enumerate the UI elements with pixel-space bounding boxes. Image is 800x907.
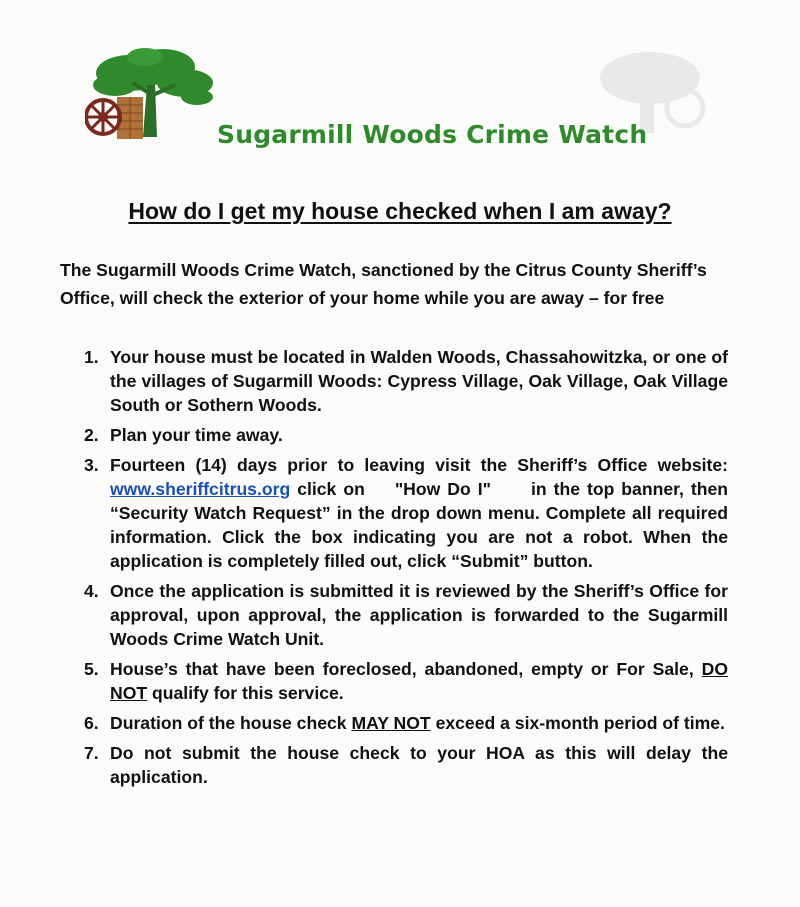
step-text: Your house must be located in Walden Woods, Chassahowitzka, or one of the villages of Sugarmill Woods: Cypress Village, Oak Village, Oak Village South or Sothern Woods. xyxy=(110,347,728,415)
step-item-2 xyxy=(84,423,728,447)
step-text-pre: House’s that have been foreclosed, abandoned, empty or For Sale, xyxy=(110,659,694,679)
emphasis-may-not: MAY NOT xyxy=(351,713,431,733)
organization-name: Sugarmill Woods Crime Watch xyxy=(217,120,648,149)
step-text: Once the application is submitted it is reviewed by the Sheriff’s Office for approval, upon approval, the application is forwarded to the Sugarmill Woods Crime Watch Unit. xyxy=(110,581,728,649)
step-item-4 xyxy=(84,579,728,651)
step-number: 6. xyxy=(84,713,99,733)
step-item-7 xyxy=(84,741,728,789)
step-text-pre: Fourteen (14) days prior to leaving visit the Sheriff’s Office website: xyxy=(110,455,728,475)
tree-mill-logo-icon xyxy=(85,45,220,145)
step-number: 7. xyxy=(84,743,99,763)
step-text-mid: click on xyxy=(297,479,365,499)
step-text-post: in the top banner, then “Security Watch Request” in the drop down menu. Complete all required information. Click the box indicating you are not a robot. When the application is completely filled out, click “Submit” button. xyxy=(110,479,729,571)
emphasis-do-not: DO NOT xyxy=(110,659,728,703)
step-item-5 xyxy=(84,657,728,705)
step-text: Do not submit the house check to your HOA as this will delay the application. xyxy=(110,743,728,787)
step-text-post: exceed a six-month period of time. xyxy=(435,713,725,733)
sheriff-website-link[interactable]: www.sheriffcitrus.org xyxy=(110,479,291,499)
step-item-1 xyxy=(84,345,728,417)
steps-list xyxy=(84,345,728,795)
step-number: 3. xyxy=(84,455,99,475)
step-text: Plan your time away. xyxy=(110,425,283,445)
step-number: 2. xyxy=(84,425,99,445)
step-item-6 xyxy=(84,711,728,735)
how-do-i-label: "How Do I" xyxy=(394,479,491,499)
step-number: 4. xyxy=(84,581,99,601)
step-item-3 xyxy=(84,453,728,573)
step-text-post: qualify for this service. xyxy=(152,683,344,703)
intro-paragraph: The Sugarmill Woods Crime Watch, sanctioned by the Citrus County Sheriff’s Office, will check the exterior of your home while you are away – for free xyxy=(60,260,707,308)
step-number: 1. xyxy=(84,347,99,367)
page-headline: How do I get my house checked when I am away? xyxy=(128,198,672,224)
step-text-pre: Duration of the house check xyxy=(110,713,347,733)
step-number: 5. xyxy=(84,659,99,679)
